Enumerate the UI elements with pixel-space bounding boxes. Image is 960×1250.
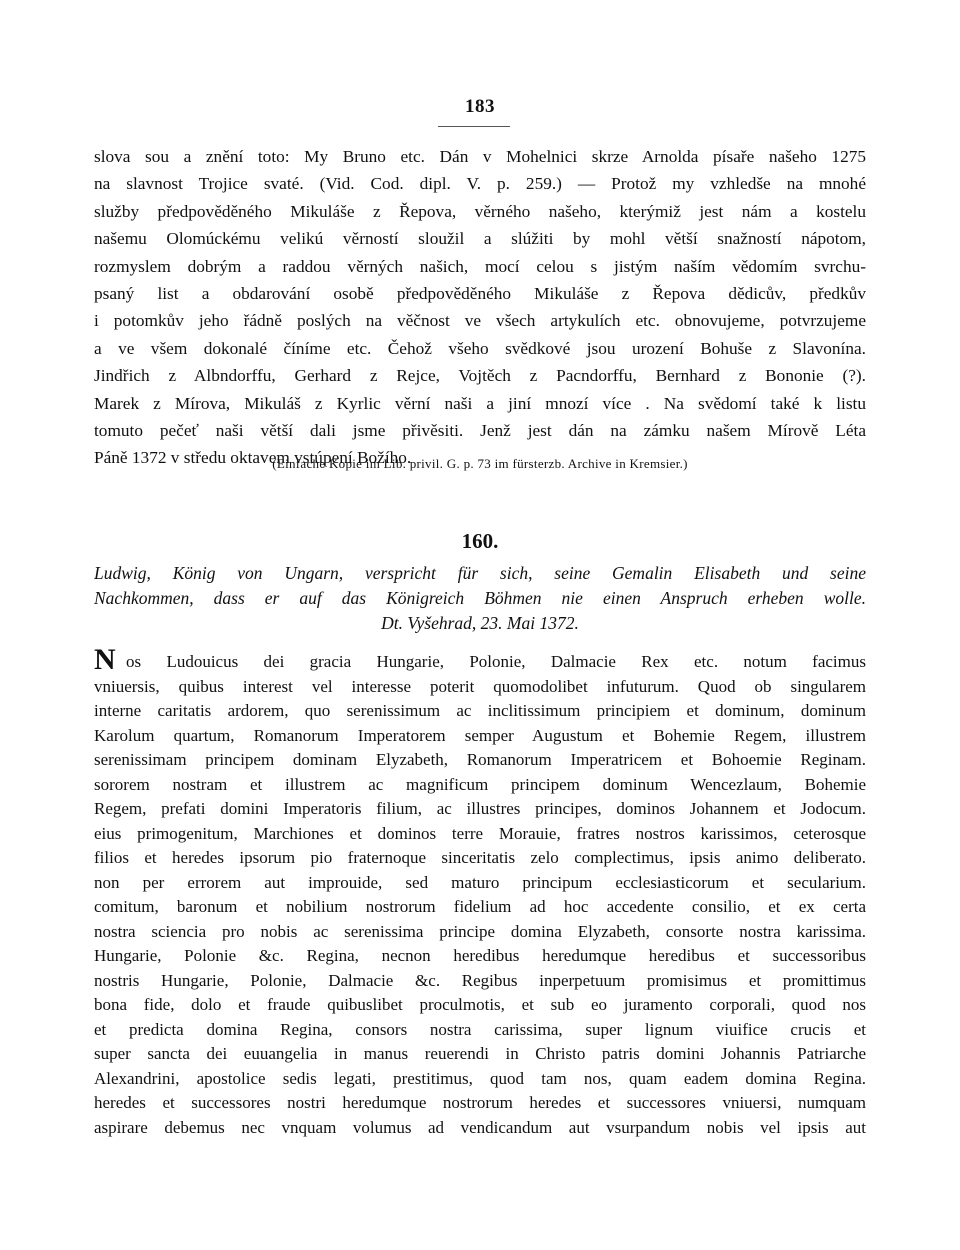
text-line: nostra sciencia pro nobis ac serenissima principe domina Elyzabeth, consorte nostra karissima. (94, 921, 866, 941)
drop-initial: N (94, 643, 116, 676)
text-line: sororem nostram et illustrem ac magnificum principem dominum Wencezlaum, Bohemie (94, 774, 866, 794)
text-line: Hungarie, Polonie &c. Regina, necnon heredibus heredumque heredibus et successoribus (94, 946, 866, 965)
text-line: i potomkův jeho řádně poslých na věčnost ve všech artykulích etc. obnovujeme, potvrzujeme (94, 311, 866, 331)
text-line: vniuersis, quibus interest vel interesse poterit quomodolibet infuturum. Quod ob singularem (94, 676, 866, 696)
text-line: našemu Olomúckému velikú věrností sloužil a slúžiti by mohl větší snažností nápotom, (94, 229, 866, 249)
text-line: bona fide, dolo et fraude quibuslibet proculmotis, et sub eo juramento corporali, quod nos (94, 995, 866, 1014)
text-line: comitum, baronum et nobilium nostrorum fidelium ad hoc accedente consilio, et ex certa (94, 897, 866, 916)
text-line: et predicta domina Regina, consors nostra carissima, super lignum viuifice crucis et (94, 1019, 866, 1039)
text-line: aspirare debemus nec vnquam volumus ad vendicandum aut vsurpandum nobis vel ipsis aut (94, 1117, 866, 1137)
text-line: nostris Hungarie, Polonie, Dalmacie &c. Regibus inperpetuum promisimus et promittimus (94, 970, 866, 990)
text-line: služby předpověděného Mikuláše z Řepova, věrného našeho, kterýmiž jest nám a kostelu (94, 201, 866, 221)
page-number: 183 (465, 96, 495, 117)
text-line: na slavnost Trojice svaté. (Vid. Cod. dipl. V. p. 259.) — Protož my vzhledše na mnohé (94, 174, 866, 194)
latin-charter-text (94, 643, 866, 1140)
text-line: Páně 1372 v středu oktavem vstúpení Božího. (94, 448, 412, 468)
text-line: eius primogenitum, Marchiones et dominos terre Morauie, fratres nostros karissimos, ceterosque (94, 823, 866, 843)
text-line: serenissimam principem dominam Elyzabeth, Romanorum Imperatricem et Bohoemie Reginam. (94, 750, 866, 769)
regest-line: Ludwig, König von Ungarn, verspricht für sich, seine Gemalin Elisabeth und seine (94, 563, 866, 583)
text-line: non per errorem aut improuide, sed maturo principum ecclesiasticorum et secularium. (94, 872, 866, 892)
regest-date-line: Dt. Vyšehrad, 23. Mai 1372. (381, 613, 579, 633)
page-number-rule (438, 126, 510, 127)
text-line: a ve všem dokonalé číníme etc. Čehož všeho svědkové jsou urození Bohuše z Slavonína. (94, 338, 866, 358)
text-line: slova sou a znění toto: My Bruno etc. Dán v Mohelnici skrze Arnolda písaře našeho 1275 (94, 147, 866, 166)
regest-summary (94, 561, 866, 636)
text-line: Regem, prefati domini Imperatoris filium, ac illustres principes, dominos Johannem et Jodocum. (94, 799, 866, 818)
text-line: interne caritatis ardorem, quo serenissimum ac inclitissimum principiem et dominum, dominum (94, 701, 866, 720)
text-line: rozmyslem dobrým a raddou věrných našich, mocí celou s jistým naším vědomím svrchu- (94, 256, 866, 276)
text-line: super sancta dei euuangelia in manus reuerendi in Christo patris domini Johannis Patriarche (94, 1044, 866, 1063)
text-line: tomuto pečeť naši větší dali jsme přivěsiti. Jenž jest dán na zámku našem Mírově Léta (94, 421, 866, 441)
regest-line: Nachkommen, dass er auf das Königreich Böhmen nie einen Anspruch erheben wolle. (94, 588, 866, 608)
text-line: Alexandrini, apostolice sedis legati, prestitimus, quod tam nos, quam eadem domina Regina. (94, 1068, 866, 1088)
text-line: os Ludouicus dei gracia Hungarie, Polonie, Dalmacie Rex etc. notum facimus (126, 652, 866, 671)
czech-text-block (94, 143, 866, 472)
text-line: filios et heredes ipsorum pio fraternoque sinceritatis zelo complectimus, ipsis animo deliberato. (94, 848, 866, 867)
text-line: Jindřich z Albndorffu, Gerhard z Rejce, Vojtěch z Pacndorffu, Bernhard z Bononie (?). (94, 366, 866, 386)
text-line: Karolum quartum, Romanorum Imperatorem semper Augustum et Bohemie Regem, illustrem (94, 725, 866, 745)
text-line: psaný list a obdarování osobě předpověděného Mikuláše z Řepova dědicův, předkův (94, 284, 866, 304)
text-line: heredes et successores nostri heredumque nostrorum heredes et successores vniuersi, numquam (94, 1093, 866, 1112)
text-line: Marek z Mírova, Mikuláš z Kyrlic věrní naši a jiní mnozí více . Na svědomí také k listu (94, 393, 866, 413)
source-note: (Einfache Kopie im Lib. privil. G. p. 73 im fürsterzb. Archive in Kremsier.) (272, 456, 688, 471)
document-number-heading: 160. (461, 529, 499, 553)
